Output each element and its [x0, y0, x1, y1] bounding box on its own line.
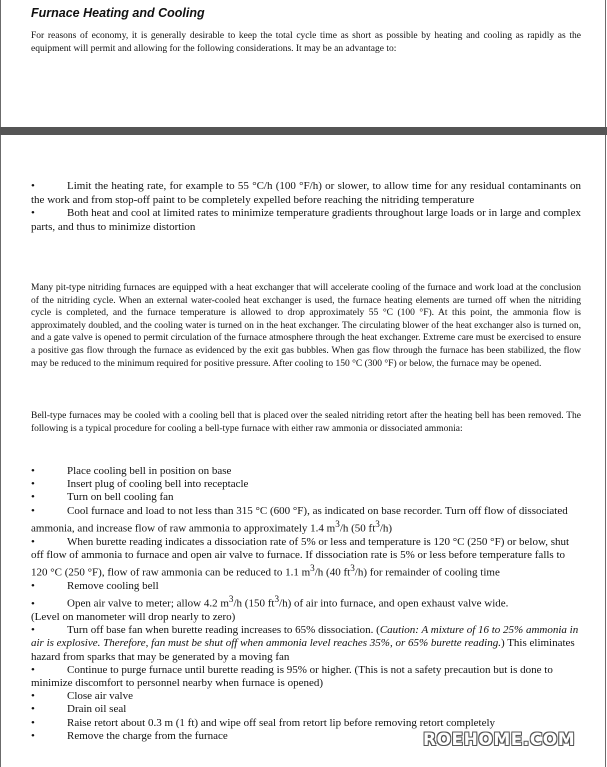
list-item: • Turn on bell cooling fan — [31, 491, 174, 504]
list-item: • Insert plug of cooling bell into receptacle — [31, 478, 249, 491]
page-title: Furnace Heating and Cooling — [31, 6, 205, 20]
bullet-icon: • — [31, 504, 35, 517]
bell-furnace-paragraph: Bell-type furnaces may be cooled with a cooling bell that is placed over the sealed nitriding retort after the heating bell has been removed. The following is a typical procedure for cooling a bell-type furnace with either raw ammonia or dissociated ammonia: — [31, 411, 581, 434]
considerations-list — [31, 180, 581, 234]
page-right-border — [605, 0, 606, 767]
list-item: • When burette reading indicates a dissociation rate of 5% or less and temperature is 120 °C (250 °F) or below, shut off flow of ammonia to furnace and open air valve to furnace. If dissociation rate is 5% or less before temperature falls to 120 °C (250 °F), flow of raw ammonia can be reduced to 1.1 $m^3/h$ (40 $ft^3/h$) for remainder of cooling time — [31, 535, 570, 579]
list-item: • Remove the charge from the furnace — [31, 729, 228, 742]
pit-furnace-paragraph: Many pit-type nitriding furnaces are equipped with a heat exchanger that will accelerate cooling of the furnace and work load at the conclusion of the nitriding cycle. When an external water-cooled heat exchanger is used, the furnace heating elements are turned off when the nitriding cycle is completed, and the furnace temperature is allowed to drop approximately 55 °C (100 °F). At this point, the ammonia flow is approximately doubled, and the cooling water is turned on in the heat exchanger. The circulating blower of the heat exchanger also is turned on, and a gate valve is opened to permit circulation of the furnace atmosphere through the heat exchanger. Extreme care must be exercised to ensure a positive gas flow through the furnace as evidenced by the exit gas bubbles. When gas flow through the furnace has been stabilized, the flow may be reduced to the minimum required for positive pressure. After cooling to 150 °C (300 °F) or below, the furnace may be opened. — [31, 283, 581, 369]
list-item: • Limit the heating rate, for example to 55 °C/h (100 °F/h) or slower, to allow time for any residual contaminants on the work and from stop-off paint to be completely expelled before reaching the nitriding temperature — [31, 180, 581, 206]
bullet-icon: • — [31, 535, 35, 548]
page-divider-band — [0, 127, 607, 135]
bullet-icon: • — [31, 207, 35, 220]
list-item: • Turn off base fan when burette reading increases to 65% dissociation. (Caution: A mixture of 16 to 25% ammonia in air is explosive. Therefore, fan must be shut off when ammonia level reaches 35%, or 65% burette reading.) This eliminates hazard from sparks that may be generated by a moving fan — [31, 624, 579, 663]
bullet-icon: • — [31, 624, 35, 637]
watermark: ROEHOME.COM — [423, 730, 576, 750]
bullet-icon: • — [31, 703, 35, 716]
section-header — [31, 6, 581, 55]
list-item: • Cool furnace and load to not less than 315 °C (600 °F), as indicated on base recorder. Turn off flow of dissociated ammonia, and increase flow of raw ammonia to approximately 1.4 $m^3/h$ (50 $ft^3/h$) — [31, 504, 568, 535]
list-item-note: (Level on manometer will drop nearly to zero) — [31, 611, 236, 623]
list-item: • Place cooling bell in position on base — [31, 465, 232, 477]
bullet-icon: • — [31, 690, 35, 703]
bullet-icon: • — [31, 716, 35, 729]
bullet-icon: • — [31, 579, 35, 592]
list-item: • Raise retort about 0.3 m (1 ft) and wipe off seal from retort lip before removing retort completely — [31, 716, 496, 729]
bullet-icon: • — [31, 491, 35, 504]
cooling-procedure-list — [31, 465, 581, 743]
list-item: • Drain oil seal — [31, 703, 127, 716]
list-item: • Remove cooling bell — [31, 579, 159, 592]
bullet-icon: • — [31, 465, 35, 477]
intro-paragraph: For reasons of economy, it is generally desirable to keep the total cycle time as short as possible by heating and cooling as rapidly as the equipment will permit and allowing for the following considerations. It may be an advantage to: — [31, 31, 581, 54]
bullet-icon: • — [31, 478, 35, 491]
bullet-icon: • — [31, 729, 35, 742]
list-item: • Open air valve to meter; allow 4.2 $m^3/h$ (150 $ft^3/h$) of air into furnace, and open exhaust valve wide. — [31, 594, 509, 610]
list-item: • Close air valve — [31, 690, 133, 703]
bullet-icon: • — [31, 597, 35, 610]
caution-text: Caution: A mixture of 16 to 25% ammonia in air is explosive. Therefore, fan must be shut off when ammonia level reaches 35%, or 65% burette reading. — [31, 624, 579, 650]
bullet-icon: • — [31, 663, 35, 676]
page-left-border — [0, 0, 1, 767]
list-item: • Both heat and cool at limited rates to minimize temperature gradients throughout large loads or in large and complex parts, and thus to minimize distortion — [31, 207, 581, 233]
bullet-icon: • — [31, 180, 35, 192]
list-item: • Continue to purge furnace until burette reading is 95% or higher. (This is not a safety precaution but is done to minimize discomfort to personnel nearby when furnace is opened) — [31, 663, 553, 690]
